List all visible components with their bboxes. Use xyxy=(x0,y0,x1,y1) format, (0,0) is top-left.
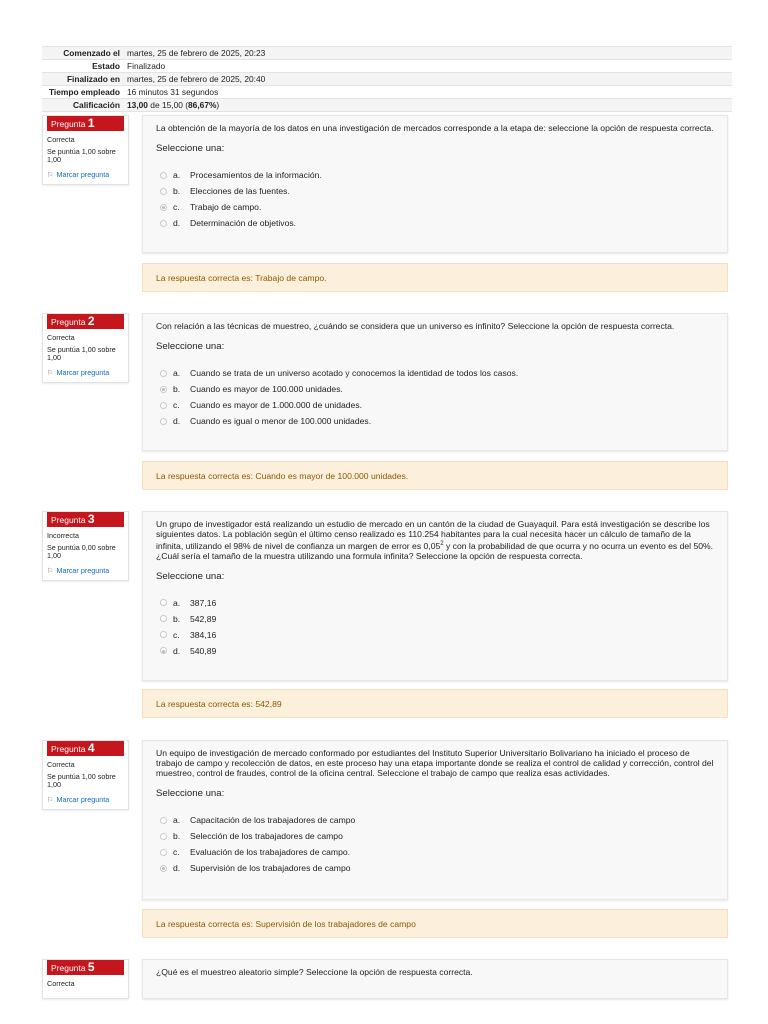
flag-label: Marcar pregunta xyxy=(56,566,110,575)
question-grade: Se puntúa 0,00 sobre 1,00 xyxy=(47,543,116,560)
summary-label: Comenzado el xyxy=(63,48,120,58)
summary-label: Calificación xyxy=(72,100,120,110)
answer-text: Procesamientos de la información. xyxy=(190,170,322,180)
answer-option[interactable] xyxy=(156,828,714,844)
answer-letter: d. xyxy=(173,416,181,426)
radio-button[interactable] xyxy=(160,370,167,377)
answer-option[interactable] xyxy=(156,167,714,183)
radio-button[interactable] xyxy=(160,418,167,425)
question-text: Con relación a las técnicas de muestreo, ¿cuándo se considera que un universo es infinito? Seleccione la opción de respuesta correcta. xyxy=(156,321,675,331)
question-info xyxy=(42,115,129,185)
question-state: Correcta xyxy=(47,760,75,769)
summary-row-state xyxy=(42,60,732,73)
question-content xyxy=(142,740,728,900)
answer-option[interactable] xyxy=(156,643,714,659)
summary-value: martes, 25 de febrero de 2025, 20:23 xyxy=(127,48,266,58)
flag-icon: ⚐ xyxy=(47,566,54,575)
flag-icon: ⚐ xyxy=(47,170,54,179)
select-prompt: Seleccione una: xyxy=(156,788,225,799)
answer-letter: b. xyxy=(173,613,181,624)
radio-button[interactable] xyxy=(160,599,167,606)
radio-button[interactable] xyxy=(160,849,167,856)
answer-option[interactable] xyxy=(156,183,714,199)
grade-close: ) xyxy=(216,100,220,110)
answer-text: Determinación de objetivos. xyxy=(190,218,297,228)
question-text-superscript: 2 xyxy=(440,541,444,547)
flag-question-link[interactable] xyxy=(43,362,128,377)
correct-answer-feedback: La respuesta correcta es: Cuando es mayor de 100.000 unidades. xyxy=(142,461,728,490)
question-text xyxy=(156,519,714,561)
question-grade: Se puntúa 1,00 sobre 1,00 xyxy=(47,147,116,164)
question-grade: Se puntúa 1,00 sobre 1,00 xyxy=(47,772,116,789)
radio-button[interactable] xyxy=(160,220,167,227)
question-info xyxy=(42,959,129,999)
flag-question-link[interactable] xyxy=(43,164,128,179)
summary-row-finished xyxy=(42,73,732,86)
summary-label: Tiempo empleado xyxy=(48,87,120,97)
attempt-summary-table xyxy=(42,46,732,112)
answer-letter: a. xyxy=(173,597,181,608)
radio-button-selected[interactable] xyxy=(160,386,167,393)
answer-letter: c. xyxy=(173,847,180,857)
radio-button[interactable] xyxy=(160,615,167,622)
answer-letter: b. xyxy=(173,384,181,394)
question-label: Pregunta xyxy=(51,963,86,973)
question-text: ¿Qué es el muestreo aleatorio simple? Seleccione la opción de respuesta correcta. xyxy=(156,967,473,977)
answer-text: 542,89 xyxy=(190,613,217,624)
summary-value xyxy=(126,99,219,111)
answer-option[interactable] xyxy=(156,413,714,429)
select-prompt: Seleccione una: xyxy=(156,143,225,154)
answer-text: Trabajo de campo. xyxy=(190,202,262,212)
answer-letter: d. xyxy=(173,863,181,873)
question-info xyxy=(42,313,129,383)
correct-answer-feedback: La respuesta correcta es: 542,89 xyxy=(142,689,728,718)
answer-letter: d. xyxy=(173,645,181,656)
answer-option[interactable] xyxy=(156,812,714,828)
summary-value: 16 minutos 31 segundos xyxy=(127,87,219,97)
answer-option[interactable] xyxy=(156,215,714,231)
answer-option[interactable] xyxy=(156,611,714,627)
answer-option[interactable] xyxy=(156,627,714,643)
select-prompt: Seleccione una: xyxy=(156,570,225,582)
answer-text: Selección de los trabajadores de campo xyxy=(190,831,343,841)
correct-answer-feedback: La respuesta correcta es: Supervisión de los trabajadores de campo xyxy=(142,909,728,938)
question-state: Correcta xyxy=(47,135,75,144)
answer-text: Capacitación de los trabajadores de campo xyxy=(190,815,356,825)
summary-value: Finalizado xyxy=(127,61,166,71)
question-text: Un equipo de investigación de mercado conformado por estudiantes del Instituto Superior Universitario Bolivariano ha iniciado el proceso de trabajo de campo y recolección de datos, en este proceso hay una etapa importante donde se realiza el control de calidad y corrección, control del muestreo, control de fraudes, control de la oficina central. Seleccione el trabajo de campo que realiza esas actividades. xyxy=(156,748,714,778)
question-text-part: y con la probabilidad de que ocurra y no ocurra un evento es del 50%. ¿Cuál sería el tamaño de la muestra utilizando una formula infinita? Seleccione la opción de respuesta correcta. xyxy=(156,540,714,561)
question-text-part: Un grupo de investigador está realizando un estudio de mercado en un cantón de la ciudad de Guayaquil. Para está investigación se describe los siguientes datos. La población según el último censo realizado es 110.254 habitantes para la cual necesita hacer un cálculo de tamaño de la infinita, utilizando el 98% de nivel de confianza un margen de error es 0,05 xyxy=(156,519,710,551)
answer-option[interactable] xyxy=(156,844,714,860)
answer-option[interactable] xyxy=(156,397,714,413)
flag-icon: ⚐ xyxy=(47,795,54,804)
radio-button-selected[interactable] xyxy=(160,204,167,211)
answer-option[interactable] xyxy=(156,199,714,215)
question-text: La obtención de la mayoría de los datos en una investigación de mercados corresponde a la etapa de: seleccione la opción de respuesta correcta. xyxy=(156,123,714,133)
radio-button[interactable] xyxy=(160,817,167,824)
answer-text: Evaluación de los trabajadores de campo. xyxy=(190,847,351,857)
question-num: 5 xyxy=(87,960,95,974)
summary-row-started xyxy=(42,47,732,60)
answer-letter: c. xyxy=(173,400,180,410)
grade-percent: 86,67% xyxy=(188,100,217,110)
flag-question-link[interactable] xyxy=(43,789,128,804)
question-state: Correcta xyxy=(47,333,75,342)
radio-button[interactable] xyxy=(160,172,167,179)
flag-icon: ⚐ xyxy=(47,368,54,377)
answer-text: Cuando es igual o menor de 100.000 unidades. xyxy=(190,416,372,426)
answer-letter: a. xyxy=(173,368,181,378)
question-state: Incorrecta xyxy=(47,531,79,540)
answer-text: Cuando es mayor de 100.000 unidades. xyxy=(190,384,343,394)
answer-text: 387,16 xyxy=(190,597,217,608)
answer-letter: d. xyxy=(173,218,181,228)
question-label: Pregunta xyxy=(51,515,86,525)
answer-letter: b. xyxy=(173,186,181,196)
answer-text: Elecciones de las fuentes. xyxy=(190,186,290,196)
answer-option[interactable] xyxy=(156,365,714,381)
radio-button[interactable] xyxy=(160,631,167,638)
grade-score: 13,00 xyxy=(127,100,148,110)
radio-button-selected[interactable] xyxy=(160,865,167,872)
question-content xyxy=(142,511,728,681)
question-number xyxy=(47,960,124,975)
answer-letter: b. xyxy=(173,831,181,841)
question-info xyxy=(42,740,129,810)
radio-button[interactable] xyxy=(160,833,167,840)
question-grade: Se puntúa 1,00 sobre 1,00 xyxy=(47,345,116,362)
question-number xyxy=(47,314,124,329)
answer-letter: a. xyxy=(173,815,181,825)
select-prompt: Seleccione una: xyxy=(156,341,225,352)
question-num: 4 xyxy=(87,741,95,755)
question-label: Pregunta xyxy=(51,744,86,754)
question-num: 1 xyxy=(87,116,95,130)
question-number xyxy=(47,116,124,131)
question-num: 3 xyxy=(87,512,95,526)
radio-button-selected[interactable] xyxy=(160,647,167,654)
question-content xyxy=(142,115,728,253)
answer-text: Cuando se trata de un universo acotado y conocemos la identidad de todos los casos. xyxy=(190,368,519,378)
answer-option[interactable] xyxy=(156,595,714,611)
question-num: 2 xyxy=(87,314,95,328)
answer-letter: a. xyxy=(173,170,181,180)
question-label: Pregunta xyxy=(51,317,86,327)
question-number xyxy=(47,512,124,527)
flag-label: Marcar pregunta xyxy=(56,368,110,377)
flag-label: Marcar pregunta xyxy=(56,170,110,179)
answer-letter: c. xyxy=(173,202,180,212)
answer-text: Supervisión de los trabajadores de campo xyxy=(190,863,351,873)
answer-option[interactable] xyxy=(156,381,714,397)
radio-button[interactable] xyxy=(160,188,167,195)
flag-question-link[interactable] xyxy=(43,560,128,575)
question-state: Correcta xyxy=(47,979,75,988)
flag-label: Marcar pregunta xyxy=(56,795,110,804)
answer-letter: c. xyxy=(173,629,180,640)
radio-button[interactable] xyxy=(160,402,167,409)
question-content xyxy=(142,313,728,451)
correct-answer-feedback: La respuesta correcta es: Trabajo de campo. xyxy=(142,263,728,292)
answer-text: 540,89 xyxy=(190,645,217,656)
question-info xyxy=(42,511,129,581)
summary-row-time xyxy=(42,86,732,99)
summary-row-grade xyxy=(42,99,732,112)
summary-label: Finalizado en xyxy=(66,74,120,84)
answer-text: 384,16 xyxy=(190,629,217,640)
question-content xyxy=(142,959,728,999)
grade-total: de 15,00 ( xyxy=(147,100,189,110)
summary-label: Estado xyxy=(92,61,120,71)
question-label: Pregunta xyxy=(51,119,86,129)
answer-text: Cuando es mayor de 1.000.000 de unidades. xyxy=(190,400,363,410)
answer-option[interactable] xyxy=(156,860,714,876)
summary-value: martes, 25 de febrero de 2025, 20:40 xyxy=(127,74,266,84)
question-number xyxy=(47,741,124,756)
